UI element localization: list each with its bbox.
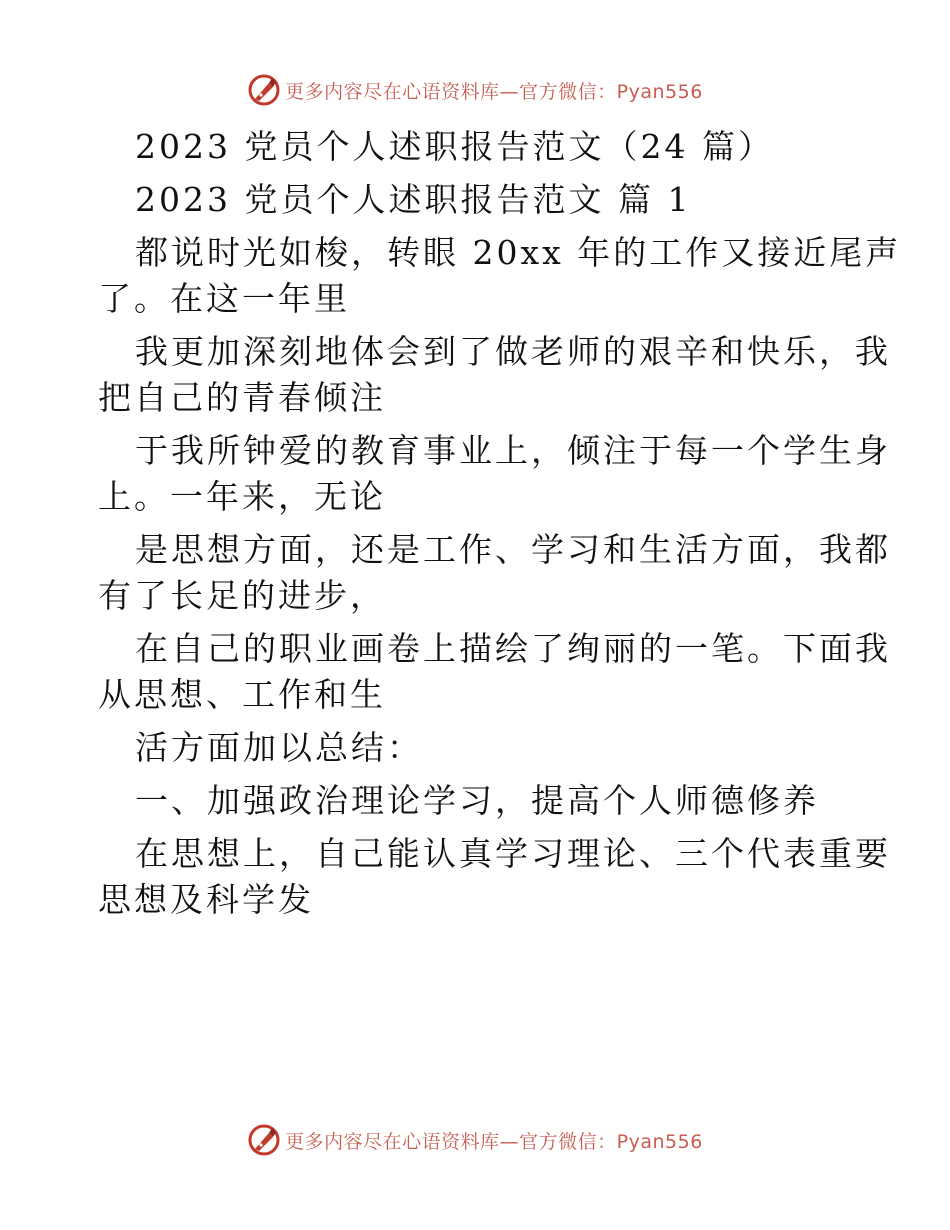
footer-watermark xyxy=(0,1120,950,1160)
paragraph-line: 我更加深刻地体会到了做老师的艰辛和快乐，我 xyxy=(135,332,891,371)
paragraph-line: 都说时光如梭，转眼 20xx 年的工作又接近尾声 xyxy=(135,233,902,272)
header-separator: — xyxy=(499,80,520,103)
paragraph-line: 于我所钟爱的教育事业上，倾注于每一个学生身 xyxy=(135,431,891,470)
footer-wechat: 官方微信：Pyan556 xyxy=(519,1130,703,1153)
header-wechat: 官方微信：Pyan556 xyxy=(519,80,703,103)
document-title: 2023 党员个人述职报告范文（24 篇） xyxy=(135,127,774,166)
header-brand: 更多内容尽在心语资料库 xyxy=(285,80,500,103)
paragraph-line: 是思想方面，还是工作、学习和生活方面，我都 xyxy=(135,530,891,569)
section-heading: 2023 党员个人述职报告范文 篇 1 xyxy=(135,180,692,219)
paragraph-line: 活方面加以总结： xyxy=(135,728,423,767)
paragraph-line: 在思想上，自己能认真学习理论、三个代表重要 xyxy=(135,834,891,873)
footer-brand: 更多内容尽在心语资料库 xyxy=(285,1130,500,1153)
paragraph-line: 了。在这一年里 xyxy=(98,279,350,318)
header-watermark xyxy=(0,70,950,110)
paragraph-line: 上。一年来，无论 xyxy=(98,477,386,516)
paragraph-line: 把自己的青春倾注 xyxy=(98,378,386,417)
fountain-pen-circle-icon xyxy=(247,73,281,107)
paragraph-line: 从思想、工作和生 xyxy=(98,675,386,714)
footer-separator: — xyxy=(499,1130,520,1153)
paragraph-line: 思想及科学发 xyxy=(98,880,314,919)
paragraph-line: 在自己的职业画卷上描绘了绚丽的一笔。下面我 xyxy=(135,629,891,668)
fountain-pen-circle-icon xyxy=(247,1123,281,1157)
document-body xyxy=(98,124,902,923)
section-heading: 一、加强政治理论学习，提高个人师德修养 xyxy=(135,781,819,820)
paragraph-line: 有了长足的进步， xyxy=(98,576,386,615)
